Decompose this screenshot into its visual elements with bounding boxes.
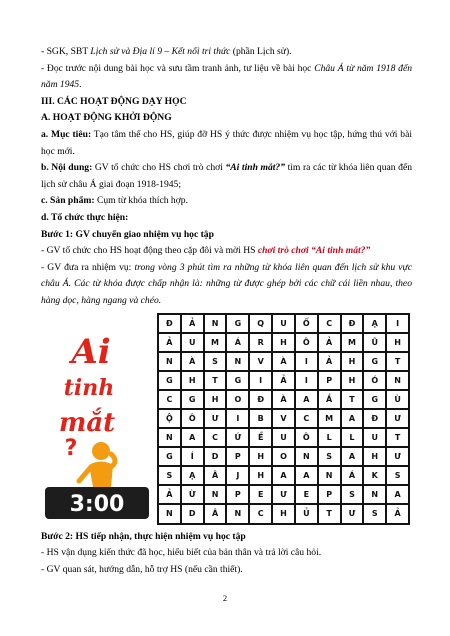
word-search-grid (157, 313, 410, 525)
grid-cell: J (227, 467, 248, 484)
grid-cell: D (182, 505, 203, 522)
grid-cell: Ũ (364, 334, 385, 351)
grid-cell: N (387, 372, 408, 389)
grid-cell: S (342, 486, 363, 503)
grid-cell: Ả (319, 353, 340, 370)
title-word-ai: Ai (71, 331, 111, 372)
grid-cell: Á (342, 467, 363, 484)
grid-cell: Ư (387, 410, 408, 427)
grid-cell: C (159, 391, 180, 408)
grid-cell: G (227, 372, 248, 389)
grid-cell: À (273, 391, 294, 408)
grid-cell: V (250, 353, 271, 370)
product-line: c. Sản phẩm: Cụm từ khóa thích hợp. (41, 195, 188, 207)
grid-cell: I (250, 372, 271, 389)
grid-cell: G (364, 391, 385, 408)
grid-cell: L (342, 429, 363, 446)
grid-cell: A (342, 448, 363, 465)
grid-cell: S (205, 353, 226, 370)
grid-cell: Ả (182, 315, 203, 332)
grid-cell: Ạ (182, 467, 203, 484)
title-word-mat: mắt (58, 407, 116, 438)
step1-line1: - GV tổ chức cho HS hoạt động theo cặp đôi và mời HS chơi trò chơi “Ai tinh mắt?” (41, 245, 371, 257)
grid-cell: C (296, 410, 317, 427)
grid-cell: A (182, 429, 203, 446)
grid-cell: G (182, 391, 203, 408)
grid-cell: Á (227, 334, 248, 351)
grid-cell: B (250, 410, 271, 427)
grid-cell: H (182, 372, 203, 389)
grid-cell: S (364, 505, 385, 522)
grid-cell: Đ (250, 391, 271, 408)
grid-cell: P (227, 486, 248, 503)
grid-cell: Ả (319, 334, 340, 351)
grid-cell: N (159, 353, 180, 370)
grid-cell: P (319, 372, 340, 389)
grid-cell: H (364, 448, 385, 465)
grid-cell: Ạ (364, 315, 385, 332)
grid-cell: Đ (159, 315, 180, 332)
grid-cell: N (296, 448, 317, 465)
grid-cell: C (205, 429, 226, 446)
page-number: 2 (222, 593, 228, 603)
grid-cell: Ộ (159, 410, 180, 427)
grid-cell: S (319, 448, 340, 465)
grid-cell: M (205, 334, 226, 351)
grid-cell: U (273, 429, 294, 446)
grid-cell: I (227, 410, 248, 427)
grid-cell: O (227, 391, 248, 408)
grid-cell: H (250, 448, 271, 465)
materials-line: - SGK, SBT Lịch sử và Địa lí 9 – Kết nối tri thức (phần Lịch sử). (41, 46, 292, 57)
document-page (41, 44, 412, 578)
grid-cell: D (205, 448, 226, 465)
step1-line2: - GV đưa ra nhiệm vụ: trong vòng 3 phút tìm ra những từ khóa liên quan đến lịch sử khu vực châu Á. Các từ khóa được chấp nhận là: những từ được ghép bởi các chữ cái liền nhau, theo hàng dọc, hàng ngang và chéo. (41, 261, 413, 306)
grid-cell: N (227, 505, 248, 522)
timer-text: 3:00 (69, 491, 125, 517)
grid-cell: Ô (296, 429, 317, 446)
grid-cell: U (273, 315, 294, 332)
grid-cell: H (205, 391, 226, 408)
grid-cell: Ả (159, 334, 180, 351)
grid-cell: C (319, 315, 340, 332)
grid-cell: Ô (182, 410, 203, 427)
step2-heading: Bước 2: HS tiếp nhận, thực hiện nhiệm vụ học tập (41, 530, 246, 542)
grid-cell: T (387, 429, 408, 446)
grid-cell: S (387, 467, 408, 484)
grid-cell: L (319, 429, 340, 446)
grid-cell: Ề (250, 429, 271, 446)
grid-cell: N (159, 429, 180, 446)
grid-cell: Ó (364, 372, 385, 389)
grid-cell: N (205, 315, 226, 332)
grid-cell: H (250, 467, 271, 484)
grid-cell: Ả (273, 372, 294, 389)
grid-cell: G (159, 448, 180, 465)
grid-cell: P (227, 448, 248, 465)
grid-cell: À (182, 353, 203, 370)
grid-cell: N (227, 353, 248, 370)
grid-cell: Ư (387, 448, 408, 465)
section-heading: III. CÁC HOẠT ĐỘNG DẠY HỌC (41, 95, 187, 107)
step1-heading: Bước 1: GV chuyển giao nhiệm vụ học tập (41, 228, 214, 240)
grid-cell: Ư (273, 486, 294, 503)
grid-cell: H (342, 372, 363, 389)
grid-cell: E (296, 486, 317, 503)
preparation-line: - Đọc trước nội dung bài học và sưu tầm tranh ảnh, tư liệu về bài học Châu Á từ năm 1918 đến năm 1945. (41, 62, 412, 91)
grid-cell: Â (205, 467, 226, 484)
grid-cell: I (387, 315, 408, 332)
content-paragraph: b. Nội dung: GV tổ chức cho HS chơi trò chơi “Ai tinh mắt?” tìm ra các từ khóa liên quan đến lịch sử châu Á giai đoạn 1918-1945; (41, 162, 413, 190)
game-title-illustration (41, 315, 151, 521)
grid-cell: Ủ (296, 505, 317, 522)
grid-cell: T (319, 505, 340, 522)
grid-cell: Đ (342, 315, 363, 332)
grid-cell: G (159, 372, 180, 389)
title-word-tinh: tinh (63, 374, 115, 401)
grid-cell: Ắ (319, 391, 340, 408)
step2-line1: - HS vận dụng kiến thức đã học, hiểu biết của bản thân và trả lời câu hỏi. (41, 547, 322, 559)
grid-cell: I (296, 353, 317, 370)
grid-cell: Ư (342, 505, 363, 522)
grid-cell: E (250, 486, 271, 503)
objective-paragraph: a. Mục tiêu: Tạo tâm thế cho HS, giúp đỡ HS ý thức được nhiệm vụ học tập, hứng thú với bài học mới. (41, 128, 412, 157)
grid-cell: N (319, 467, 340, 484)
activity-heading: A. HOẠT ĐỘNG KHỞI ĐỘNG (41, 112, 172, 124)
grid-cell: À (273, 353, 294, 370)
grid-cell: G (364, 353, 385, 370)
grid-cell: U (182, 334, 203, 351)
grid-cell: P (319, 486, 340, 503)
grid-cell: N (159, 505, 180, 522)
grid-cell: Ô (296, 334, 317, 351)
grid-cell: G (227, 315, 248, 332)
grid-cell: T (205, 372, 226, 389)
grid-cell: A (296, 391, 317, 408)
step2-line2: - GV quan sát, hướng dẫn, hỗ trợ HS (nếu cần thiết). (41, 563, 243, 575)
grid-cell: U (364, 429, 385, 446)
grid-cell: Â (205, 505, 226, 522)
grid-cell: T (387, 353, 408, 370)
grid-cell: Í (182, 448, 203, 465)
implementation-heading: d. Tổ chức thực hiện: (41, 211, 129, 223)
grid-cell: H (273, 505, 294, 522)
grid-cell: Ố (296, 315, 317, 332)
grid-cell: H (273, 334, 294, 351)
grid-cell: M (342, 334, 363, 351)
grid-cell: K (364, 467, 385, 484)
grid-cell: A (273, 467, 294, 484)
grid-cell: V (273, 410, 294, 427)
grid-cell: Ư (205, 410, 226, 427)
question-mark: ? (64, 435, 78, 461)
grid-cell: Ừ (182, 486, 203, 503)
game-figure (41, 313, 412, 525)
grid-cell: A (387, 486, 408, 503)
grid-cell: R (250, 334, 271, 351)
grid-cell: S (159, 467, 180, 484)
grid-cell: Đ (364, 410, 385, 427)
grid-cell: N (205, 486, 226, 503)
grid-cell: T (342, 391, 363, 408)
grid-cell: A (296, 467, 317, 484)
grid-cell: I (296, 372, 317, 389)
grid-cell: Ù (387, 391, 408, 408)
grid-cell: H (387, 334, 408, 351)
grid-cell: Q (250, 315, 271, 332)
thinking-figure-icon (79, 442, 115, 487)
grid-cell: Ả (159, 486, 180, 503)
grid-cell: C (250, 505, 271, 522)
grid-cell: H (342, 353, 363, 370)
grid-cell: O (273, 448, 294, 465)
grid-cell: Ả (387, 505, 408, 522)
grid-cell: A (342, 410, 363, 427)
grid-cell: N (364, 486, 385, 503)
grid-cell: Ứ (227, 429, 248, 446)
grid-cell: M (319, 410, 340, 427)
